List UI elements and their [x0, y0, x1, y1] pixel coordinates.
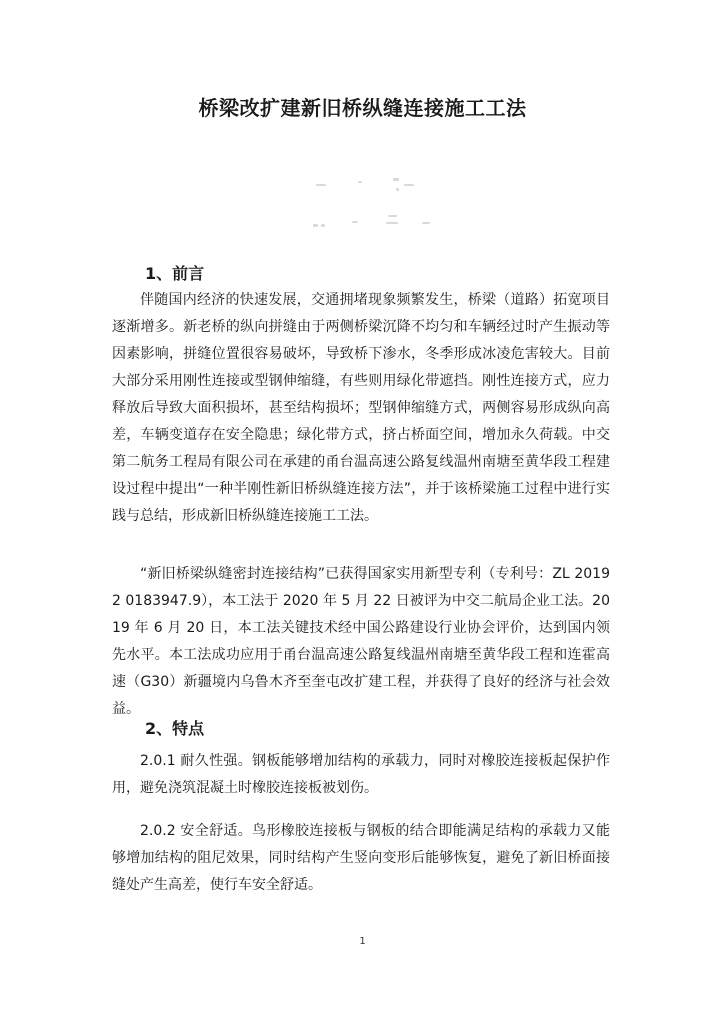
paragraph-intro-1: 伴随国内经济的快速发展，交通拥堵现象频繁发生，桥梁（道路）拓宽项目逐渐增多。新老桥的纵向拼缝由于两侧桥梁沉降不均匀和车辆经过时产生振动等因素影响，拼缝位置很容易破坏，导致桥下渗水，冬季形成冰凌危害较大。目前大部分采用刚性连接或型钢伸缩缝，有些则用绿化带遮挡。刚性连接方式，应力释放后导致大面积损坏，甚至结构损坏；型钢伸缩缝方式，两侧容易形成纵向高差，车辆变道存在安全隐患；绿化带方式，挤占桥面空间，增加永久荷载。中交第二航务工程局有限公司在承建的甬台温高速公路复线温州南塘至黄华段工程建设过程中提出“一种半刚性新旧桥纵缝连接方法”，并于该桥梁施工过程中进行实践与总结，形成新旧桥纵缝连接施工工法。: [112, 292, 610, 524]
paragraph-feature-2: 2.0.2 安全舒适。鸟形橡胶连接板与钢板的结合即能满足结构的承载力又能够增加结构的阻尼效果，同时结构产生竖向变形后能够恢复，避免了新旧桥面接缝处产生高差，使行车安全舒适。: [112, 823, 610, 893]
page-number: 1: [359, 936, 366, 947]
document-title: 桥梁改扩建新旧桥纵缝连接施工工法: [198, 96, 527, 120]
section-heading-2: 2、特点: [145, 719, 205, 738]
section-heading-1: 1、前言: [145, 264, 205, 283]
paragraph-feature-1: 2.0.1 耐久性强。钢板能够增加结构的承载力，同时对橡胶连接板起保护作用，避免浇筑混凝土时橡胶连接板被划伤。: [112, 753, 610, 796]
paragraph-intro-2: “新旧桥梁纵缝密封连接结构”已获得国家实用新型专利（专利号：ZL 2019 2 0183947.9），本工法于 2020 年 5 月 22 日被评为中交二航局企业工法。2019 年 6 月 20 日，本工法关键技术经中国公路建设行业协会评价，达到国内领先水平。本工法成功应用于甬台温高速公路复线温州南塘至黄华段工程和连霍高速（G30）新疆境内乌鲁木齐至奎屯改扩建工程，并获得了良好的经济与社会效益。: [112, 566, 610, 717]
